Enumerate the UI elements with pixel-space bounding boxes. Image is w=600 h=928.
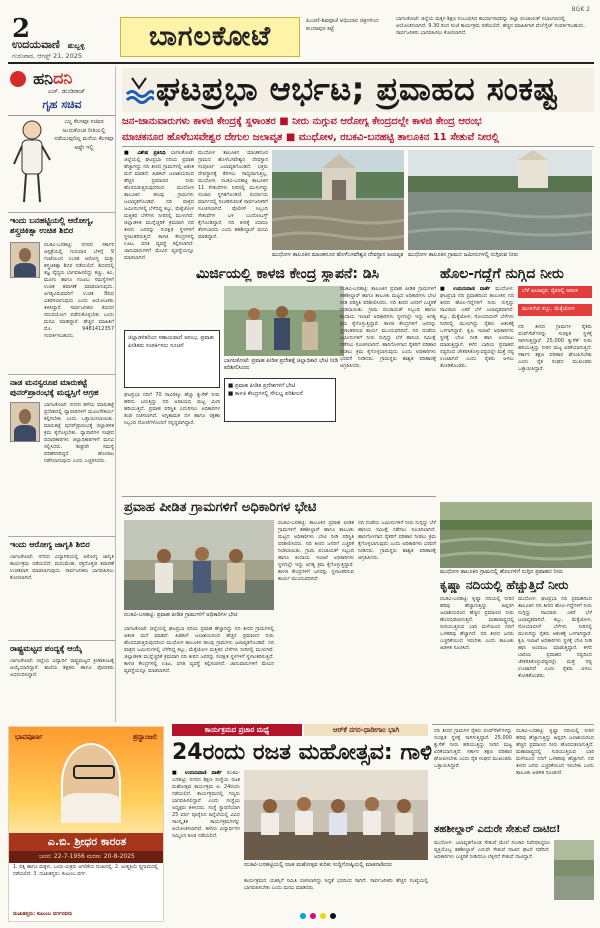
deceased-portrait [61,743,121,823]
main-deck-2: ಮಾಚಕನೂರ ಹೊಳೆಬಸವೇಶ್ವರ ದೇಗುಲ ಜಲಾವೃತ ■ ಮುಧೋಳ, ರಬಕವಿ-ಬನಹಟ್ಟಿ ತಾಲೂಕಿನ 11 ಸೇತುವೆ ನೀರಲ್ಲಿ [122,132,499,143]
helpline-text: ಜಿಲ್ಲಾಡಳಿತದಿಂದ ಸಹಾಯವಾಣಿ ಆರಂಭ, ಪ್ರವಾಹ ಪೀಡಿತರು ಸಂಪರ್ಕಿಸಲು ಸೂಚನೆ [128,335,214,349]
highlight-red: ಮುಳುಗಿದ ಕಬ್ಬು, ಮೆಕ್ಕೆಜೋಳ [518,304,592,316]
right-story-column [518,324,592,496]
logo-dot-icon [10,71,26,87]
reporter-photo [10,242,40,278]
registration-mark [330,913,336,919]
city-name: ಬಾಗಲಕೋಟೆ [148,21,272,52]
highlight-text: ಪ್ರವಾಹ ಪೀಡಿತ ಪ್ರದೇಶಗಳಿಗೆ ಭೇಟಿ [234,383,296,389]
story-text: ರಬಕವಿ-ಬನಹಟ್ಟಿ: ಕೃಷ್ಣಾ ನದಿಯಲ್ಲಿ ನೀರಿನ ಹರಿವು ಹೆಚ್ಚಾಗುತ್ತಿದ್ದು ಹಿಪ್ಪರಗಿ ಜಲಾಶಯದಿಂದ ಹೆಚ್ಚಿನ ಪ್ರಮಾಣದ ನೀರು ಹೊರಬಿಡಲಾಗುತ್ತಿದೆ. ಮಹಾರಾಷ್ಟ್ರದಲ್ಲಿ ಸುರಿಯುತ್ತಿರುವ ಭಾರಿ ಮಳೆಯಿಂದ ನದಿಗೆ ಒಳಹರಿವು ಹೆಚ್ಚಾಗಿದೆ. ನದಿ ತೀರದ ಜನರು ಎಚ್ಚರಿಕೆಯಿಂದ ಇರಬೇಕು ಎಂದು ತಾಲೂಕು ಆಡಳಿತ ಸೂಚಿಸಿದೆ. [516,728,594,776]
divider [122,146,594,147]
cartoon-figure-icon [12,116,52,206]
main-headline: ಘಟಪ್ರಭಾ ಆರ್ಭಟ; ಪ್ರವಾಹದ ಸಂಕಷ್ಟ [156,70,558,108]
divider [432,724,594,725]
date-line: ಗುರುವಾರ, ಆಗಸ್ಟ್ 21, 2025 [12,52,82,60]
story-headline: ರಾಷ್ಟ್ರಮಟ್ಟದ ಪಂದ್ಯಕ್ಕೆ ಆಯ್ಕೆ [10,644,83,653]
bridge-photo [554,840,594,900]
highlight-item: ■ ಕಾಳಜಿ ಕೇಂದ್ರಗಳಲ್ಲಿ ಸೌಲಭ್ಯ ಪರಿಶೀಲನೆ [228,391,303,397]
story-headline: ಇಂದು ಬನಹಟ್ಟಿಯಲ್ಲಿ ಆರೋಗ್ಯ, ಶಸ್ತ್ರಚಿಕಿತ್ಸಾ ಉಚಿತ ಶಿಬಿರ [10,216,94,235]
story-body: ರಬಕವಿ-ಬನಹಟ್ಟಿ: ನಗರದ ಸರ್ಕಾರಿ ಆಸ್ಪತ್ರೆಯಲ್ಲಿ ಗುರುವಾರ ಬೆಳಿಗ್ಗೆ 9 ಗಂಟೆಯಿಂದ ಉಚಿತ ಆರೋಗ್ಯ ಮತ್ತು ಶಸ್ತ್ರಚಿಕಿತ್ಸಾ ಶಿಬಿರ ನಡೆಯಲಿದೆ. ಶಿಬಿರದಲ್ಲಿ ತಜ್ಞ ವೈದ್ಯರು ಭಾಗವಹಿಸಲಿದ್ದು ಕಣ್ಣು, ಕಿವಿ, ಮೂಗು ಹಾಗೂ ಗಂಟಲು ಸಮಸ್ಯೆಗಳಿಗೆ ಉಚಿತ ತಪಾಸಣೆ ಮಾಡಲಾಗುವುದು. ಅಗತ್ಯವಿರುವವರಿಗೆ ಉಚಿತ ಔಷಧ ವಿತರಿಸಲಾಗುವುದು ಎಂದು ಆಯೋಜಕರು ತಿಳಿಸಿದ್ದಾರೆ. ಸಾರ್ವಜನಿಕರು ಶಿಬಿರದ ಸದುಪಯೋಗ ಪಡೆದುಕೊಳ್ಳಬೇಕು ಎಂದು ಮನವಿ ಮಾಡಿದ್ದಾರೆ. ಹೆಚ್ಚಿನ ಮಾಹಿತಿಗೆ ಮೊ. 9481412357 ಸಂಪರ್ಕಿಸಬಹುದು. [44,242,114,339]
divider [8,212,116,213]
story-body: ಬಾಗಲಕೋಟೆ: ನಗರದ ವಿದ್ಯಾಗಿರಿಯಲ್ಲಿ ಆರೋಗ್ಯ ಜಾಗೃತಿ ಕಾರ್ಯಕ್ರಮ ನಡೆಯಲಿದೆ. ಮಧುಮೇಹ, ರಕ್ತದೊತ್ತಡ ತಪಾಸಣೆ ಉಚಿತವಾಗಿ ಮಾಡಲಾಗುವುದು. ಸಾರ್ವಜನಿಕರು ಭಾಗವಹಿಸಲು ಕೋರಲಾಗಿದೆ. [10,554,114,581]
left-column [8,66,116,722]
column-title: ಗೃಹ ಸಚಿವ [8,98,116,116]
obituary-text: 1. ಪತ್ನಿ ಹಾಗೂ ಮಕ್ಕಳು, ಬಂಧು-ಮಿತ್ರರು ಅಗಲಿಕೆಯ ದುಃಖದಲ್ಲಿ. 2. ಅಂತ್ಯಕ್ರಿಯೆ ಸ್ವಗ್ರಾಮದಲ್ಲಿ ನಡೆಯಲಿದೆ. 3. ದುಃಖತಪ್ತರು: ಕುಟುಂಬ ವರ್ಗ. [13,865,158,877]
divider [122,496,436,497]
obituary-tag: ಶ್ರದ್ಧಾಂಜಲಿ [133,733,157,741]
paper-name-text: ಉದಯವಾಣಿ [12,38,60,51]
story-text: ಮುಧೋಳ: ಜಲಾವೃತಗೊಂಡ ಸೇತುವೆ ಮೇಲೆ ಸಂಚಾರ ನಿಷೇಧಿಸಿದ್ದರೂ ವ್ಯಕ್ತಿಯೊಬ್ಬ ತಹಶೀಲ್ದಾರ್ ಎದುರೇ ಸೇತುವೆ ದಾಟಿದ ಘಟನೆ ನಡೆದಿದೆ. ಅಧಿಕಾರಿಗಳು ಎಚ್ಚರಿಕೆ ನೀಡಿದರೂ ಲೆಕ್ಕಿಸದೆ ಸೇತುವೆ ದಾಟಿದ್ದಾನೆ. [434,840,550,860]
bottom-story-column [244,878,428,920]
photo-caption: ಮುಧೋಳ ತಾಲೂಕಿನ ಗ್ರಾಮದ ಜಮೀನುಗಳಲ್ಲಿ ನುಗ್ಗಿರುವ ನೀರು [408,252,519,258]
temple-flood-photo [272,150,404,250]
main-headline-block [122,68,594,112]
story-text: ಬಾಗಲಕೋಟೆ: ಜಿಲ್ಲೆಯಲ್ಲಿ ಘಟಪ್ರಭಾ ನದಿಯ ಪ್ರವಾಹ ಹೆಚ್ಚಾಗಿದ್ದು ನದಿ ತೀರದ ಗ್ರಾಮಗಳಲ್ಲಿ ಆತಂಕ ಮನೆ ಮಾಡಿದೆ. ಹಿಡಕಲ್ ಜಲಾಶಯದಿಂದ ಹೆಚ್ಚಿನ ಪ್ರಮಾಣದ ನೀರು ಹೊರಬಿಡುತ್ತಿರುವುದರಿಂದ ಮುಧೋಳ ತಾಲೂಕಿನ ಹಲವು ಗ್ರಾಮಗಳು ಜಲಾವೃತಗೊಂಡಿವೆ. ನದಿ ಪಾತ್ರದ ಜಮೀನುಗಳಲ್ಲಿ ಬೆಳೆದಿದ್ದ ಕಬ್ಬು, ಮೆಕ್ಕೆಜೋಳ ಮತ್ತಿತರ ಬೆಳೆಗಳು ನೀರಿನಲ್ಲಿ ಮುಳುಗಿವೆ. ಜಿಲ್ಲಾಡಳಿತ ಮುನ್ನೆಚ್ಚರಿಕೆ ಕ್ರಮವಾಗಿ ನದಿ ತೀರದ ಜನರನ್ನು ಸುರಕ್ಷಿತ ಸ್ಥಳಗಳಿಗೆ ಸ್ಥಳಾಂತರಿಸುತ್ತಿದೆ. ಕಾಳಜಿ ಕೇಂದ್ರಗಳಲ್ಲಿ ಊಟ, ವಸತಿ ವ್ಯವಸ್ಥೆ ಕಲ್ಪಿಸಲಾಗಿದೆ. ಜಾನುವಾರುಗಳಿಗೆ ಮೇವಿನ ವ್ಯವಸ್ಥೆಯನ್ನೂ ಮಾಡಲಾಗಿದೆ. [124,626,274,674]
photo-caption: ರಬಕವಿ-ಬನಹಟ್ಟಿಯಲ್ಲಿ ರಜತ ಮಹೋತ್ಸವ ಕುರಿತು ಸುದ್ದಿಗೋಷ್ಠಿಯಲ್ಲಿ ಮಾತನಾಡಿದರು [244,862,393,868]
column-logo [10,68,72,89]
side-headline: ಕೃಷ್ಣಾ ನದಿಯಲ್ಲಿ ಹೆಚ್ಚುತ್ತಿದೆ ನೀರು [440,578,569,592]
officials-visit-photo [224,286,344,356]
right-story-column [434,728,512,820]
byline: ■ ಉದಯವಾಣಿ ವಾರ್ತೆ [440,286,491,292]
paper-name [12,38,85,52]
city-banner [120,17,300,57]
story-text: ನದಿ ದಂಡೆಯ ಜಮೀನುಗಳಿಗೆ ನೀರು ನುಗ್ಗಿದ್ದು ಬೆಳೆ ಹಾನಿಯ ಸಮೀಕ್ಷೆ ನಡೆಸಲು ಸೂಚಿಸಲಾಗಿದೆ. ಹಾನಿಗೊಳಗಾದ ರೈತರಿಗೆ ಪರಿಹಾರ ನೀಡಲು ಕ್ರಮ ಕೈಗೊಳ್ಳಲಾಗುವುದು ಎಂದು ಅಧಿಕಾರಿಗಳು ಭರವಸೆ ನೀಡಿದರು. ಗ್ರಾಮಸ್ಥರು ಶಾಶ್ವತ ಪರಿಹಾರಕ್ಕೆ ಆಗ್ರಹಿಸಿದರು. [340,328,436,369]
divider [8,536,116,537]
story-text: ನದಿ ದಂಡೆಯ ಜಮೀನುಗಳಿಗೆ ನೀರು ನುಗ್ಗಿದ್ದು ಬೆಳೆ ಹಾನಿಯ ಸಮೀಕ್ಷೆ ನಡೆಸಲು ಸೂಚಿಸಲಾಗಿದೆ. ಹಾನಿಗೊಳಗಾದ ರೈತರಿಗೆ ಪರಿಹಾರ ನೀಡಲು ಕ್ರಮ ಕೈಗೊಳ್ಳಲಾಗುವುದು ಎಂದು ಅಧಿಕಾರಿಗಳು ಭರವಸೆ ನೀಡಿದರು. ಗ್ರಾಮಸ್ಥರು ಶಾಶ್ವತ ಪರಿಹಾರಕ್ಕೆ ಆಗ್ರಹಿಸಿದರು. [358,520,436,561]
page-tag: BGK 2 [571,6,590,13]
highlight-red: ಬೆಳೆ ಜಲಾವೃತ; ರೈತರಲ್ಲಿ ಆತಂಕ [518,286,592,298]
logo-text-a: ಹನಿ [33,68,54,88]
sub-headline: ಮಿರ್ಜಿಯಲ್ಲಿ ಕಾಳಜಿ ಕೇಂದ್ರ ಸ್ಥಾಪನೆ: ಡಿಸಿ [196,266,380,282]
divider [8,374,116,375]
main-story-column [124,150,194,326]
life-dates: ಜನನ: 22-7-1956 ಮರಣ: 20-8-2025 [9,851,164,863]
story-text: ಕಾರ್ಯಕ್ರಮದ ಯಶಸ್ಸಿಗೆ ಸಮಿತಿ ರಚಿಸಲಾಗಿದ್ದು ಸಿದ್ಧತೆ ಭರದಿಂದ ಸಾಗಿದೆ. ಸಾರ್ವಜನಿಕರು ಹೆಚ್ಚಿನ ಸಂಖ್ಯೆಯಲ್ಲಿ ಭಾಗವಹಿಸಬೇಕು ಎಂದು ಮನವಿ ಮಾಡಿದರು. [244,878,428,891]
column-verse: ಎಲ್ಲ ಕೆಲಸವೂ ಸಚಿವರ ಅಂದುಕೊಂಡ ರೀತಿಯಲ್ಲಿ ನಡೆಯುವುದಿಲ್ಲ ಮನೆಯ ಕೆಲಸವೂ ಅಷ್ಟೇ ಇಲ್ಲಿ [54,119,114,151]
sub-headline: ಪ್ರವಾಹ ಪೀಡಿತ ಗ್ರಾಮಗಳಿಗೆ ಅಧಿಕಾರಿಗಳ ಭೇಟಿ [124,500,317,515]
photo-caption: ಮುಧೋಳ ತಾಲೂಕಿನ ಗ್ರಾಮದಲ್ಲಿ ಹೊಲಗಳಿಗೆ ನುಗ್ಗಿದ ಪ್ರವಾಹದ ನೀರು [440,569,563,575]
flood-icon [124,74,154,104]
highlight-item: ■ ಪ್ರವಾಹ ಪೀಡಿತ ಪ್ರದೇಶಗಳಿಗೆ ಭೇಟಿ [228,383,296,389]
main-deck-1: ಜನ-ಜಾನುವಾರುಗಳು ಕಾಳಜಿ ಕೇಂದ್ರಕ್ಕೆ ಸ್ಥಳಾಂತರ ■ ನೀರು ನುಗ್ಗುವ ಆರೋಗ್ಯ ಕೇಂದ್ರದಲ್ಲೇ ಕಾಳಜಿ ಕೇಂದ್ರ ಆರಂಭ [122,116,482,127]
obituary-ad [8,726,164,922]
right-story-column [518,596,592,720]
story-text: ರಬಕವಿ-ಬನಹಟ್ಟಿ: ತಾಲೂಕಿನ ಪ್ರವಾಹ ಪೀಡಿತ ಗ್ರಾಮಗಳಿಗೆ ತಹಶೀಲ್ದಾರ್ ಹಾಗೂ ತಾಲೂಕು ಮಟ್ಟದ ಅಧಿಕಾರಿಗಳು ಭೇಟಿ ನೀಡಿ ಪರಿಸ್ಥಿತಿ ಪರಿಶೀಲಿಸಿದರು. ನದಿ ತೀರದ ಜನರಿಗೆ ಎಚ್ಚರಿಕೆ ನೀಡಲಾಯಿತು. ಗ್ರಾಮ ಪಂಚಾಯತ್ ಸಿಬ್ಬಂದಿ ಹಾಗೂ ಕಂದಾಯ ಇಲಾಖೆ ಅಧಿಕಾರಿಗಳು ಸ್ಥಳದಲ್ಲೇ ಇದ್ದು ಅಗತ್ಯ ಕ್ರಮ ಕೈಗೊಳ್ಳುತ್ತಿದ್ದಾರೆ. ಕಾಳಜಿ ಕೇಂದ್ರಗಳಿಗೆ ಜನರನ್ನು ಸ್ಥಳಾಂತರಿಸುವ ಕಾರ್ಯ ಮುಂದುವರಿದಿದೆ. [340,286,436,334]
story-text: ರಬಕವಿ-ಬನಹಟ್ಟಿ: ನಗರದ ಶಿಕ್ಷಣ ಸಂಸ್ಥೆಯ ರಜತ ಮಹೋತ್ಸವ ಕಾರ್ಯಕ್ರಮ ಆ. 24ರಂದು ನಡೆಯಲಿದೆ. ಕಾರ್ಯಕ್ರಮದಲ್ಲಿ ಗಣ್ಯರು ಭಾಗವಹಿಸಲಿದ್ದಾರೆ ಎಂದು ಸಂಸ್ಥೆಯ ಅಧ್ಯಕ್ಷರು ತಿಳಿಸಿದರು. ಸಂಸ್ಥೆ ಸ್ಥಾಪನೆಯಾಗಿ 25 ವರ್ಷ ಪೂರೈಸಿದ ಹಿನ್ನೆಲೆಯಲ್ಲಿ ವಿವಿಧ ಸಾಂಸ್ಕೃತಿಕ ಕಾರ್ಯಕ್ರಮಗಳನ್ನು ಆಯೋಜಿಸಲಾಗಿದೆ. ಹಳೆಯ ವಿದ್ಯಾರ್ಥಿಗಳ ಸಮ್ಮಿಲನ ಕೂಡ ನಡೆಯಲಿದೆ. [172,770,240,839]
right-story-column [440,286,514,496]
right-story-column [440,596,514,720]
story-text: ನದಿ ತೀರದ ಗ್ರಾಮಗಳ ರೈತರು ಪಂಪ್‌ಸೆಟ್‌ಗಳನ್ನು ಸುರಕ್ಷಿತ ಸ್ಥಳಕ್ಕೆ ಸಾಗಿಸುತ್ತಿದ್ದಾರೆ. 25,000 ಕ್ಯುಸೆಕ್ ನೀರು ಹರಿಯುತ್ತಿದ್ದು ನೀರಿನ ಮಟ್ಟ ಏರಿಕೆಯಾಗುತ್ತಿದೆ. ಸರ್ಕಾರ ತಕ್ಷಣ ಪರಿಹಾರ ಘೋಷಿಸಬೇಕು ಎಂದು ರೈತ ಸಂಘದ ಮುಖಂಡರು ಒತ್ತಾಯಿಸಿದ್ದಾರೆ. [434,728,512,769]
main-story-column [340,286,436,492]
side-headline: ಹೊಲ-ಗದ್ದೆಗೆ ನುಗ್ಗಿದ ನೀರು [440,266,564,282]
event-strip [172,724,428,736]
main-story-column [358,520,436,718]
helpline-box [124,330,220,388]
highlights-box [224,378,336,422]
story-body: ಬಾಗಲಕೋಟೆ: ಜಿಲ್ಲೆಯ ವಿದ್ಯಾರ್ಥಿ ರಾಷ್ಟ್ರಮಟ್ಟದ ಕ್ರೀಡಾಕೂಟಕ್ಕೆ ಆಯ್ಕೆಯಾಗಿದ್ದಾರೆ. ಶಾಲೆಯ ಶಿಕ್ಷಕರು ಹಾಗೂ ಪೋಷಕರು ಅಭಿನಂದಿಸಿದ್ದಾರೆ. [10,658,114,678]
flooded-field-photo [440,502,592,568]
masthead [0,0,600,62]
page-number: 2 [12,14,31,44]
main-story-column [124,392,220,492]
registration-mark [310,913,316,919]
main-story-column [278,520,354,718]
story-text: ಬಾಗಲಕೋಟೆ: ಜಿಲ್ಲೆಯಲ್ಲಿ ಘಟಪ್ರಭಾ ನದಿಯ ಪ್ರವಾಹ ಹೆಚ್ಚಾಗಿದ್ದು ನದಿ ತೀರದ ಗ್ರಾಮಗಳಲ್ಲಿ ಆತಂಕ ಮನೆ ಮಾಡಿದೆ. ಹಿಡಕಲ್ ಜಲಾಶಯದಿಂದ ಹೆಚ್ಚಿನ ಪ್ರಮಾಣದ ನೀರು ಹೊರಬಿಡುತ್ತಿರುವುದರಿಂದ ಮುಧೋಳ ತಾಲೂಕಿನ ಹಲವು ಗ್ರಾಮಗಳು ಜಲಾವೃತಗೊಂಡಿವೆ. ನದಿ ಪಾತ್ರದ ಜಮೀನುಗಳಲ್ಲಿ ಬೆಳೆದಿದ್ದ ಕಬ್ಬು, ಮೆಕ್ಕೆಜೋಳ ಮತ್ತಿತರ ಬೆಳೆಗಳು ನೀರಿನಲ್ಲಿ ಮುಳುಗಿವೆ. ಜಿಲ್ಲಾಡಳಿತ ಮುನ್ನೆಚ್ಚರಿಕೆ ಕ್ರಮವಾಗಿ ನದಿ ತೀರದ ಜನರನ್ನು ಸುರಕ್ಷಿತ ಸ್ಥಳಗಳಿಗೆ ಸ್ಥಳಾಂತರಿಸುತ್ತಿದೆ. ಕಾಳಜಿ ಕೇಂದ್ರಗಳಲ್ಲಿ ಊಟ, ವಸತಿ ವ್ಯವಸ್ಥೆ ಕಲ್ಪಿಸಲಾಗಿದೆ. ಜಾನುವಾರುಗಳಿಗೆ ಮೇವಿನ ವ್ಯವಸ್ಥೆಯನ್ನೂ ಮಾಡಲಾಗಿದೆ. [124,150,194,261]
story-text: ಮುಧೋಳ ತಾಲೂಕಿನ ಮಾಚಕನೂರ ಗ್ರಾಮದ ಹೊಳೆಬಸವೇಶ್ವರ ದೇವಸ್ಥಾನ ಸಂಪೂರ್ಣ ಜಲಾವೃತಗೊಂಡಿದೆ. ಭಕ್ತರು ದೇವಸ್ಥಾನಕ್ಕೆ ತೆರಳಲು ಸಾಧ್ಯವಾಗುತ್ತಿಲ್ಲ. ಮುಧೋಳ, ರಬಕವಿ-ಬನಹಟ್ಟಿ ತಾಲೂಕಿನ 11 ಸೇತುವೆಗಳು ನೀರಿನಲ್ಲಿ ಮುಳುಗಿದ್ದು ಸಂಚಾರ ಸ್ಥಗಿತಗೊಂಡಿದೆ. ಪರ್ಯಾಯ ಮಾರ್ಗದಲ್ಲಿ ಸಂಚರಿಸುವಂತೆ ಸಾರ್ವಜನಿಕರಿಗೆ ಸೂಚಿಸಲಾಗಿದೆ. ಪೊಲೀಸ್ ಸಿಬ್ಬಂದಿ ಸೇತುವೆಗಳ ಬಳಿ ಬಂದೋಬಸ್ತ್ ಕೈಗೊಂಡಿದ್ದಾರೆ. ನದಿ ತೀರಕ್ಕೆ ಯಾರೂ ತೆರಳಬಾರದು ಎಂದು ತಹಶೀಲ್ದಾರ್ ಮನವಿ ಮಾಡಿದ್ದಾರೆ. [198,150,268,240]
byline: ■ ವಿಶೇಷ ಪ್ರತಿನಿಧಿ [124,150,166,156]
strip-label: ಕಾರ್ಯಕ್ರಮದ ಪ್ರಚಾರ ಮಧ್ಯೆ [172,724,302,736]
person-photo [10,402,40,442]
story-text: ರಬಕವಿ-ಬನಹಟ್ಟಿ: ತಾಲೂಕಿನ ಪ್ರವಾಹ ಪೀಡಿತ ಗ್ರಾಮಗಳಿಗೆ ತಹಶೀಲ್ದಾರ್ ಹಾಗೂ ತಾಲೂಕು ಮಟ್ಟದ ಅಧಿಕಾರಿಗಳು ಭೇಟಿ ನೀಡಿ ಪರಿಸ್ಥಿತಿ ಪರಿಶೀಲಿಸಿದರು. ನದಿ ತೀರದ ಜನರಿಗೆ ಎಚ್ಚರಿಕೆ ನೀಡಲಾಯಿತು. ಗ್ರಾಮ ಪಂಚಾಯತ್ ಸಿಬ್ಬಂದಿ ಹಾಗೂ ಕಂದಾಯ ಇಲಾಖೆ ಅಧಿಕಾರಿಗಳು ಸ್ಥಳದಲ್ಲೇ ಇದ್ದು ಅಗತ್ಯ ಕ್ರಮ ಕೈಗೊಳ್ಳುತ್ತಿದ್ದಾರೆ. ಕಾಳಜಿ ಕೇಂದ್ರಗಳಿಗೆ ಜನರನ್ನು ಸ್ಥಳಾಂತರಿಸುವ ಕಾರ್ಯ ಮುಂದುವರಿದಿದೆ. [278,520,354,582]
main-story-column [124,626,274,718]
right-story-column [516,728,594,820]
story-text: ಮುಧೋಳ: ಘಟಪ್ರಭಾ ನದಿ ಪ್ರವಾಹದಿಂದ ತಾಲೂಕಿನ ನದಿ ತೀರದ ಹೊಲ-ಗದ್ದೆಗಳಿಗೆ ನೀರು ನುಗ್ಗಿದ್ದು ಸಾವಿರಾರು ಎಕರೆ ಬೆಳೆ ಜಲಾವೃತವಾಗಿದೆ. ಕಬ್ಬು, ಮೆಕ್ಕೆಜೋಳ, ಸೋಯಾಬೀನ್ ಬೆಳೆಗಳು ನೀರಿನಲ್ಲಿ ಮುಳುಗಿದ್ದು ರೈತರು ಆತಂಕಕ್ಕೆ ಒಳಗಾಗಿದ್ದಾರೆ. ಕೃಷಿ ಇಲಾಖೆ ಅಧಿಕಾರಿಗಳು ಸ್ಥಳಕ್ಕೆ ಭೇಟಿ ನೀಡಿ ಹಾನಿ ಅಂದಾಜು ಮಾಡುತ್ತಿದ್ದಾರೆ. ಕಳೆದ ಬಾರಿಯ ಪ್ರವಾಹದ ನಷ್ಟದಿಂದ ಚೇತರಿಸಿಕೊಳ್ಳುವಷ್ಟರಲ್ಲೇ ಮತ್ತೆ ನಷ್ಟ ಉಂಟಾಗಿದೆ ಎಂದು ರೈತರು ಅಳಲು ತೋಡಿಕೊಂಡರು. [518,596,592,679]
story-text: ಮುಧೋಳ: ಘಟಪ್ರಭಾ ನದಿ ಪ್ರವಾಹದಿಂದ ತಾಲೂಕಿನ ನದಿ ತೀರದ ಹೊಲ-ಗದ್ದೆಗಳಿಗೆ ನೀರು ನುಗ್ಗಿದ್ದು ಸಾವಿರಾರು ಎಕರೆ ಬೆಳೆ ಜಲಾವೃತವಾಗಿದೆ. ಕಬ್ಬು, ಮೆಕ್ಕೆಜೋಳ, ಸೋಯಾಬೀನ್ ಬೆಳೆಗಳು ನೀರಿನಲ್ಲಿ ಮುಳುಗಿದ್ದು ರೈತರು ಆತಂಕಕ್ಕೆ ಒಳಗಾಗಿದ್ದಾರೆ. ಕೃಷಿ ಇಲಾಖೆ ಅಧಿಕಾರಿಗಳು ಸ್ಥಳಕ್ಕೆ ಭೇಟಿ ನೀಡಿ ಹಾನಿ ಅಂದಾಜು ಮಾಡುತ್ತಿದ್ದಾರೆ. ಕಳೆದ ಬಾರಿಯ ಪ್ರವಾಹದ ನಷ್ಟದಿಂದ ಚೇತರಿಸಿಕೊಳ್ಳುವಷ್ಟರಲ್ಲೇ ಮತ್ತೆ ನಷ್ಟ ಉಂಟಾಗಿದೆ ಎಂದು ರೈತರು ಅಳಲು ತೋಡಿಕೊಂಡರು. [440,286,514,369]
byline: ■ ಉದಯವಾಣಿ ವಾರ್ತೆ [172,770,222,776]
highlight-text: ಕಾಳಜಿ ಕೇಂದ್ರಗಳಲ್ಲಿ ಸೌಲಭ್ಯ ಪರಿಶೀಲನೆ [234,391,303,397]
village-visit-photo [124,520,274,610]
strip-label: ಆರ್‌ಕೆ ನಗರ-ಧಾರೀಗಾಂ ಭಾಗಿ [304,724,428,736]
field-flood-photo [408,150,592,250]
logo-text-b: ದನಿ [53,68,73,88]
photo-caption: ಮುಧೋಳ ತಾಲೂಕಿನ ಮಾಚಕನೂರ ಹೊಳೆಬಸವೇಶ್ವರ ದೇವಸ್ಥಾನ ಜಲಾವೃತ [272,252,404,258]
registration-mark [300,913,306,919]
masthead-ad: ಪಿಂಚಣಿ-ಶಿವಪೂಜೆ ಅಭಿಯಾನ ಚಿತ್ರಗಳಿಂದ ಕುಂದಾಪುರ ಕಟ್ಟೆ [306,18,379,32]
press-meet-photo [244,770,428,860]
story-text: ರಬಕವಿ-ಬನಹಟ್ಟಿ: ಕೃಷ್ಣಾ ನದಿಯಲ್ಲಿ ನೀರಿನ ಹರಿವು ಹೆಚ್ಚಾಗುತ್ತಿದ್ದು ಹಿಪ್ಪರಗಿ ಜಲಾಶಯದಿಂದ ಹೆಚ್ಚಿನ ಪ್ರಮಾಣದ ನೀರು ಹೊರಬಿಡಲಾಗುತ್ತಿದೆ. ಮಹಾರಾಷ್ಟ್ರದಲ್ಲಿ ಸುರಿಯುತ್ತಿರುವ ಭಾರಿ ಮಳೆಯಿಂದ ನದಿಗೆ ಒಳಹರಿವು ಹೆಚ್ಚಾಗಿದೆ. ನದಿ ತೀರದ ಜನರು ಎಚ್ಚರಿಕೆಯಿಂದ ಇರಬೇಕು ಎಂದು ತಾಲೂಕು ಆಡಳಿತ ಸೂಚಿಸಿದೆ. [440,596,514,651]
paper-edition: ಹುಬ್ಬಳ್ಳಿ [67,42,85,50]
side-headline: ತಹಶೀಲ್ದಾರ್ ಎದುರೇ ಸೇತುವೆ ದಾಟಿದ! [434,824,561,835]
photo-caption: ಬಾಗಲಕೋಟೆ: ಪ್ರವಾಹ ಪೀಡಿತ ಪ್ರದೇಶಕ್ಕೆ ಜಿಲ್ಲಾಧಿಕಾರಿ ಭೇಟಿ ನೀಡಿ ಪರಿಶೀಲಿಸಿದರು [224,358,339,371]
obituary-tag: ಭಾವಪೂರ್ಣ [15,733,43,741]
story-text: ಘಟಪ್ರಭಾ ನದಿಗೆ 70 ಸಾವಿರಕ್ಕೂ ಹೆಚ್ಚು ಕ್ಯುಸೆಕ್ ನೀರು ಹರಿದು ಬರುತ್ತಿದ್ದು ನದಿ ಅಪಾಯದ ಮಟ್ಟ ಮೀರಿ ಹರಿಯುತ್ತಿದೆ. ಪ್ರವಾಹ ಪರಿಸ್ಥಿತಿ ಎದುರಿಸಲು ಅಧಿಕಾರಿಗಳ ತಂಡ ರಚಿಸಲಾಗಿದೆ. ಅಗ್ನಿಶಾಮಕ ದಳ ಹಾಗೂ ರಕ್ಷಣಾ ಸಿಬ್ಬಂದಿ ದೋಣಿಗಳೊಂದಿಗೆ ಸನ್ನದ್ಧರಾಗಿದ್ದಾರೆ. [124,392,220,426]
story-body: ಬಾಗಲಕೋಟೆ: ನಗರದ ಹಳೆಯ ಮಾರುಕಟ್ಟೆ ಪ್ರದೇಶದಲ್ಲಿ ವ್ಯಾಪಾರಿಗಳಿಗೆ ಮೂಲಸೌಕರ್ಯ ಕಲ್ಪಿಸಬೇಕು ಎಂದು ಒತ್ತಾಯಿಸಲಾಯಿತು. ಮಾರುಕಟ್ಟೆ ಪುನರ್‌ಪ್ರಾರಂಭಕ್ಕೆ ಜಿಲ್ಲಾಡಳಿತ ಕ್ರಮ ಕೈಗೊಳ್ಳಬೇಕು. ವ್ಯಾಪಾರಿಗಳ ಸಂಘದ ಪದಾಧಿಕಾರಿಗಳು ಜಿಲ್ಲಾಧಿಕಾರಿಗಳಿಗೆ ಮನವಿ ಸಲ್ಲಿಸಿದರು. ಶೀಘ್ರವೇ ಸಮಸ್ಯೆ ಪರಿಹರಿಸದಿದ್ದರೆ ಹೋರಾಟ ನಡೆಸಲಾಗುವುದು ಎಂದು ಎಚ್ಚರಿಸಿದರು. [44,402,114,464]
story-headline: ನಾಡ ಮನಸ್ವರೂಪ ಮಾರುಕಟ್ಟೆ ಪುನರ್‌ಪ್ರಾರಂಭಕ್ಕೆ ಮಧ್ಯಸ್ತಿಗೆ ಆಗ್ರಹ [10,378,99,397]
masthead-rule [8,62,594,64]
right-story-column [434,840,550,920]
story-text: ನದಿ ತೀರದ ಗ್ರಾಮಗಳ ರೈತರು ಪಂಪ್‌ಸೆಟ್‌ಗಳನ್ನು ಸುರಕ್ಷಿತ ಸ್ಥಳಕ್ಕೆ ಸಾಗಿಸುತ್ತಿದ್ದಾರೆ. 25,000 ಕ್ಯುಸೆಕ್ ನೀರು ಹರಿಯುತ್ತಿದ್ದು ನೀರಿನ ಮಟ್ಟ ಏರಿಕೆಯಾಗುತ್ತಿದೆ. ಸರ್ಕಾರ ತಕ್ಷಣ ಪರಿಹಾರ ಘೋಷಿಸಬೇಕು ಎಂದು ರೈತ ಸಂಘದ ಮುಖಂಡರು ಒತ್ತಾಯಿಸಿದ್ದಾರೆ. [518,324,592,372]
registration-mark [320,913,326,919]
deceased-name: ಎ.ಬಿ. ಶ್ರೀಧರ ಕಾರಂತ [9,833,164,851]
obituary-footer: ದುಃಖತಪ್ತರು: ಕುಟುಂಬ ವರ್ಗದವರು [13,911,73,917]
column-author: ಎಚ್. ಡುಂಡಿರಾಜ್ [48,88,86,95]
divider [8,640,116,641]
photo-caption: ರಬಕವಿ-ಬನಹಟ್ಟಿ: ಪ್ರವಾಹ ಪೀಡಿತ ಗ್ರಾಮಗಳಿಗೆ ಅಧಿಕಾರಿಗಳ ಭೇಟಿ [124,612,238,618]
bottom-story-column [172,770,240,920]
story-headline: ಇಂದು ಆರೋಗ್ಯ ಜಾಗೃತಿ ಶಿಬಿರ [10,540,90,549]
masthead-brief: ಬಾಗಲಕೋಟೆ: ಜಿಲ್ಲೆಯ ಮಕ್ಕಳ ಶಿಕ್ಷಣ ಸಂಬಂಧಿಸಿದ ಕಾರ್ಯಾಗಾರವನ್ನು ಜಿಲ್ಲಾ ಪಂಚಾಯತ್ ಸಭಾಂಗಣದಲ್ಲಿ ಆಯೋಜಿಸಲಾಗಿದೆ. 9.30 ರಿಂದ ಸಂಜೆ ಕಾರ್ಯಕ್ರಮ ನಡೆಯಲಿದೆ. ಹೆಚ್ಚಿನ ಮಾಹಿತಿಗಾಗಿ ವೆಬ್‌ಸೈಟ್ ಸಂಪರ್ಕಿಸಬಹುದು. ಸಾರ್ವಜನಿಕರು ಭಾಗವಹಿಸಲು ಕೋರಲಾಗಿದೆ. [396,16,586,36]
bottom-headline: 24ರಂದು ರಜತ ಮಹೋತ್ಸವ: ಗಾಳಿ [172,740,433,765]
